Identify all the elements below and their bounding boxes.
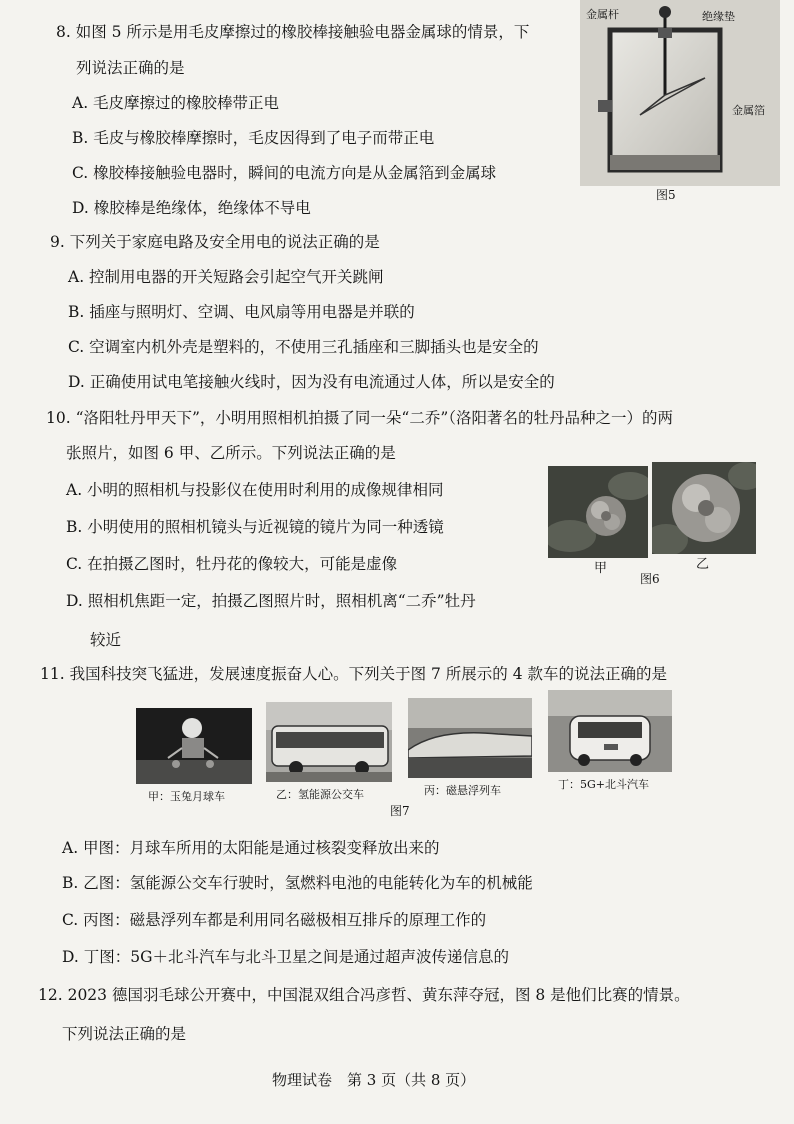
fig6-label-b: 乙 [696,557,710,572]
peony-b-drawing [652,462,756,554]
q8-stem-line2: 列说法正确的是 [76,59,185,77]
q8-stem-line1: 8. 如图 5 所示是用毛皮摩擦过的橡胶棒接触验电器金属球的情景，下 [56,23,530,41]
q10-stem-line2: 张照片，如图 6 甲、乙所示。下列说法正确的是 [66,444,396,462]
figure6-photo-b [652,462,756,554]
fig7-label-rover: 甲：玉兔月球车 [148,790,225,803]
fig7-label-smart-car: 丁：5G+北斗汽车 [558,778,650,791]
q9-option-b: B. 插座与照明灯、空调、电风扇等用电器是并联的 [68,303,415,321]
rover-drawing [136,708,252,784]
q9-stem: 9. 下列关于家庭电路及安全用电的说法正确的是 [50,233,380,251]
q11-option-c: C. 丙图：磁悬浮列车都是利用同名磁极相互排斥的原理工作的 [62,911,487,929]
q10-option-d-line2: 较近 [90,631,122,649]
figure7-photo-maglev [408,698,532,778]
electroscope-drawing [580,0,780,186]
q8-option-d: D. 橡胶棒是绝缘体，绝缘体不导电 [72,199,311,217]
q8-option-c: C. 橡胶棒接触验电器时，瞬间的电流方向是从金属箔到金属球 [72,164,497,182]
q9-option-d: D. 正确使用试电笔接触火线时，因为没有电流通过人体，所以是安全的 [68,373,555,391]
fig6-label-a: 甲 [594,561,608,576]
figure7-photo-rover [136,708,252,784]
q10-option-d-line1: D. 照相机焦距一定，拍摄乙图照片时，照相机离“二乔”牡丹 [66,592,476,610]
q9-option-c: C. 空调室内机外壳是塑料的，不使用三孔插座和三脚插头也是安全的 [68,338,539,356]
q11-stem: 11. 我国科技突飞猛进，发展速度振奋人心。下列关于图 7 所展示的 4 款车的说法正确的是 [40,665,668,683]
figure7-photo-bus [266,702,392,782]
maglev-drawing [408,698,532,778]
q10-stem-line1: 10. “洛阳牡丹甲天下”，小明用照相机拍摄了同一朵“二乔”（洛阳著名的牡丹品种之一）的两 [46,409,674,427]
q10-option-a: A. 小明的照相机与投影仪在使用时利用的成像规律相同 [66,481,444,499]
q11-option-d: D. 丁图：5G＋北斗汽车与北斗卫星之间是通过超声波传递信息的 [62,948,509,966]
q8-option-b: B. 毛皮与橡胶棒摩擦时，毛皮因得到了电子而带正电 [72,129,435,147]
page-footer: 物理试卷 第 3 页（共 8 页） [272,1071,476,1089]
fig5-label-rod: 金属杆 [586,8,619,21]
fig7-caption: 图7 [390,804,410,818]
figure5-electroscope [580,0,780,186]
smart-car-drawing [548,690,672,772]
q11-option-a: A. 甲图：月球车所用的太阳能是通过核裂变释放出来的 [62,839,440,857]
fig5-label-pad: 绝缘垫 [702,10,735,23]
q10-option-b: B. 小明使用的照相机镜头与近视镜的镜片为同一种透镜 [66,518,444,536]
q12-stem-line2: 下列说法正确的是 [62,1025,187,1043]
fig5-label-foil: 金属箔 [732,104,765,117]
q8-option-a: A. 毛皮摩擦过的橡胶棒带正电 [72,94,280,112]
fig7-label-bus: 乙：氢能源公交车 [276,788,364,801]
q10-option-c: C. 在拍摄乙图时，牡丹花的像较大，可能是虚像 [66,555,398,573]
q9-option-a: A. 控制用电器的开关短路会引起空气开关跳闸 [68,268,384,286]
q11-option-b: B. 乙图：氢能源公交车行驶时，氢燃料电池的电能转化为车的机械能 [62,874,533,892]
bus-drawing [266,702,392,782]
q12-stem-line1: 12. 2023 德国羽毛球公开赛中，中国混双组合冯彦哲、黄东萍夺冠，图 8 是他们比赛的情景。 [38,986,690,1004]
peony-a-drawing [548,466,648,558]
fig6-caption: 图6 [640,572,660,586]
fig5-caption: 图5 [656,188,676,202]
figure7-photo-smart-car [548,690,672,772]
figure6-photo-a [548,466,648,558]
fig7-label-maglev: 丙：磁悬浮列车 [424,784,501,797]
